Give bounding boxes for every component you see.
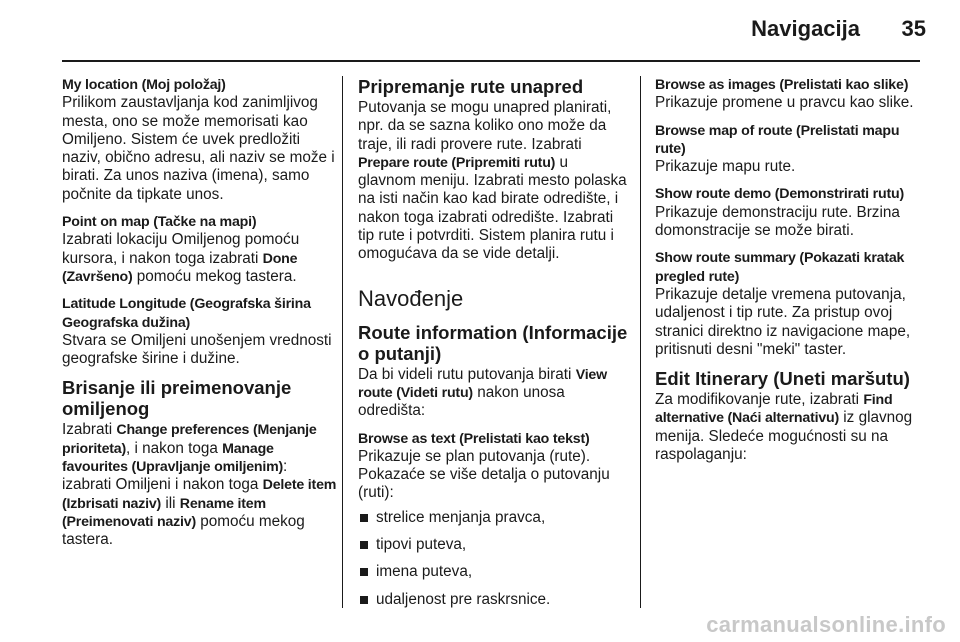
- browse-text-section: [358, 430, 628, 503]
- route-detail-list: [358, 509, 628, 609]
- lat-long-section: [62, 295, 337, 368]
- header-rule: [62, 60, 920, 62]
- column-divider-1: [342, 76, 343, 608]
- browse-text-term: Browse as text (Prelistati kao tekst): [358, 430, 590, 447]
- column-right: [655, 76, 925, 473]
- browse-map-text: Prikazuje mapu rute.: [655, 158, 796, 176]
- watermark: carmanualsonline.info: [706, 612, 946, 637]
- bullet-square-icon: [360, 596, 368, 604]
- guidance-heading: Navođenje: [358, 285, 464, 311]
- my-location-term: My location (Moj položaj): [62, 77, 226, 93]
- point-on-map-term: Point on map (Tačke na mapi): [62, 214, 257, 231]
- route-summary-section: [655, 249, 925, 359]
- prepare-route-text: Putovanja se mogu unapred planirati, npr. da se sazna koliko ono može da traje, ili radi provere rute. Izabrati Prepare route (Pripremiti rutu) u glavnom meniju. Izabrati mesto polaska na isti način kao kad birate odredište, i nakon toga izabrati odredište. Izabrati tip rute i potvrditi. Sistem planira rutu i omogućava da se vide detalji.: [358, 99, 627, 263]
- route-demo-text: Prikazuje demonstraciju rute. Brzina domonstracije se može birati.: [655, 203, 900, 240]
- list-item: udaljenost pre raskrsnice.: [358, 591, 628, 609]
- browse-text-text: Prikazuje se plan putovanja (rute). Pokazaće se više detalja o putovanju (ruti):: [358, 447, 610, 502]
- column-left: [62, 76, 337, 559]
- browse-images-text: Prikazuje promene u pravcu kao slike.: [655, 94, 914, 112]
- prepare-route-heading: Pripremanje rute unapred: [358, 76, 584, 97]
- list-item: imena puteva,: [358, 563, 628, 581]
- delete-rename-heading: Brisanje ili preimenovanje omiljenog: [62, 377, 292, 420]
- route-demo-term: Show route demo (Demonstrirati rutu): [655, 186, 904, 203]
- bullet-square-icon: [360, 568, 368, 576]
- route-information-heading: Route information (Informacije o putanji): [358, 321, 628, 364]
- edit-itinerary-text: Za modifikovanje rute, izabrati Find alternative (Naći alternativu) iz glavnog menija. Sledeće mogućnosti su na raspolaganju:: [655, 391, 913, 464]
- column-divider-2: [640, 76, 641, 608]
- point-on-map-text: Izabrati lokaciju Omiljenog pomoću kursora, i nakon toga izabrati Done (Završeno) pomoću mekog tastera.: [62, 231, 300, 285]
- list-item: strelice menjanja pravca,: [358, 509, 628, 527]
- delete-rename-text: Izabrati Change preferences (Menjanje prioriteta), i nakon toga Manage favourites (Upravljanje omiljenim): izabrati Omiljeni i nakon toga Delete item (Izbrisati naziv) ili Rename item (Preimenovati naziv) pomoću mekog tastera.: [62, 421, 337, 549]
- browse-map-section: [655, 122, 925, 177]
- my-location-section: [62, 76, 337, 204]
- my-location-text: Prilikom zaustavljanja kod zanimljivog mesta, ono se može memorisati kao Omiljeno. Sistem će uvek predložiti naziv, obično adresu, ali naziv se može i birati. Za unos naziva (imena), samo počnite da tipkate unos.: [62, 94, 335, 203]
- edit-itinerary-heading: Edit Itinerary (Uneti maršutu): [655, 368, 910, 390]
- point-on-map-section: [62, 213, 337, 286]
- route-summary-term: Show route summary (Pokazati kratak pregled rute): [655, 250, 905, 285]
- browse-images-term: Browse as images (Prelistati kao slike): [655, 77, 909, 93]
- bullet-square-icon: [360, 514, 368, 522]
- bullet-square-icon: [360, 541, 368, 549]
- route-summary-text: Prikazuje detalje vremena putovanja, udaljenost i tip rute. Za pristup ovoj stranici direktno iz navigacione mape, pritisnuti desni "meki" taster.: [655, 285, 911, 358]
- browse-map-term: Browse map of route (Prelistati mapu rute): [655, 122, 900, 157]
- browse-images-section: [655, 76, 925, 113]
- lat-long-text: Stvara se Omiljeni unošenjem vrednosti geografske širine i dužine.: [62, 331, 332, 368]
- page-title: Navigacija: [751, 16, 860, 41]
- lat-long-term: Latitude Longitude (Geografska širina Geografska dužina): [62, 296, 311, 331]
- list-item: tipovi puteva,: [358, 536, 628, 554]
- column-middle: [358, 76, 628, 618]
- route-information-text: Da bi videli rutu putovanja birati View route (Videti rutu) nakon unosa odredišta:: [358, 365, 607, 420]
- page-number: 35: [901, 16, 926, 41]
- route-demo-section: [655, 185, 925, 240]
